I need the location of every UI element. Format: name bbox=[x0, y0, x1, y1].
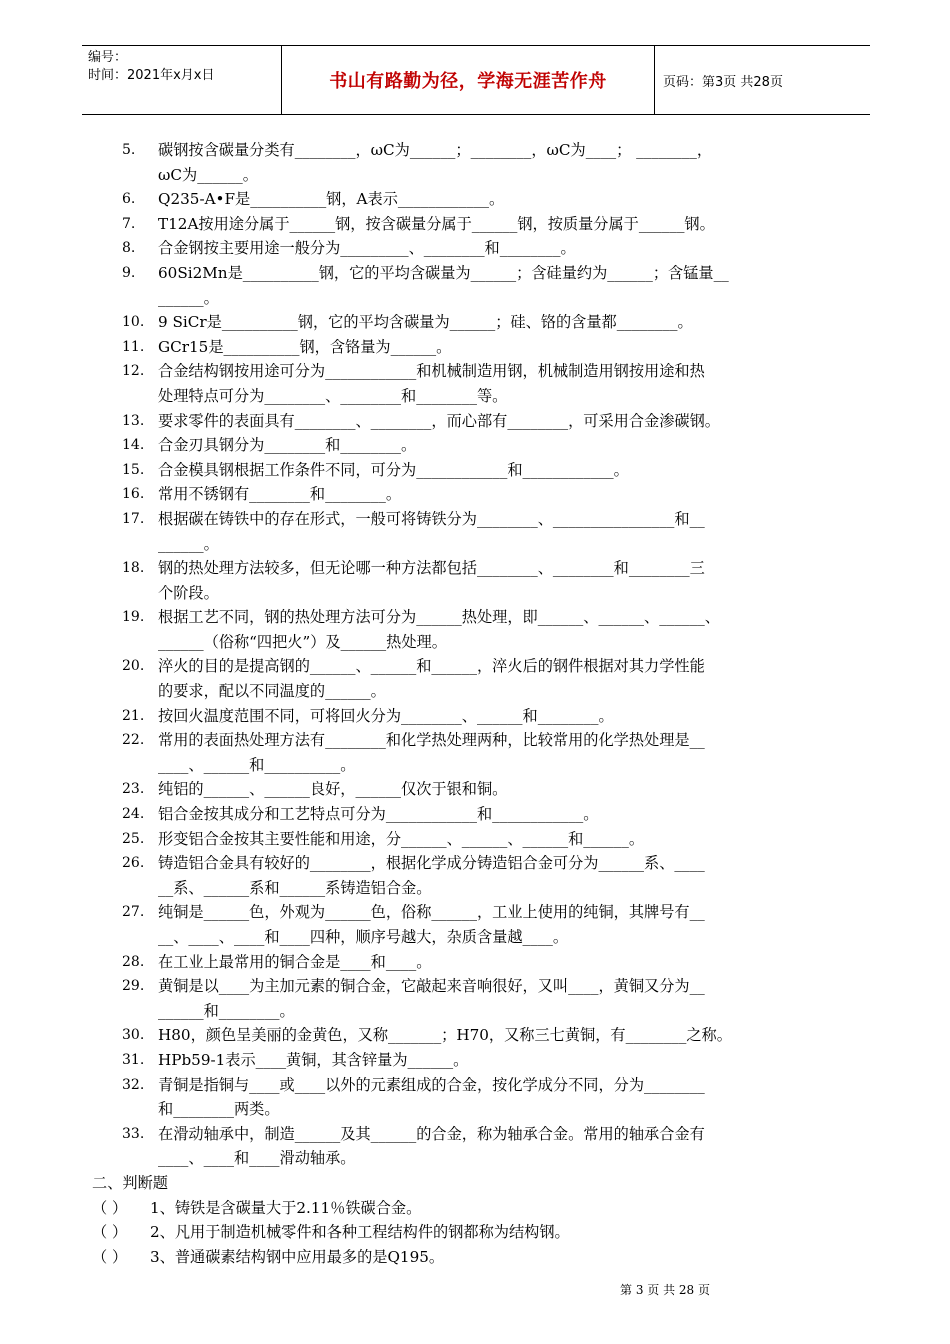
number-label: 编号： bbox=[88, 50, 128, 65]
question-text: 按回火温度范围不同，可将回火分为________、______和________。 bbox=[158, 706, 614, 725]
question-text: 合金刃具钢分为________和________。 bbox=[158, 436, 417, 455]
question-item bbox=[92, 900, 872, 925]
question-number: 8. bbox=[122, 240, 136, 257]
answer-blank[interactable]: （ ） bbox=[92, 1223, 128, 1242]
question-number: 18. bbox=[122, 560, 145, 577]
question-item bbox=[92, 704, 872, 729]
question-text: 纯铝的______、______良好，______仅次于银和铜。 bbox=[158, 780, 508, 799]
question-text: ______（俗称“四把火”）及______热处理。 bbox=[158, 632, 447, 651]
question-number: 20. bbox=[122, 658, 145, 675]
question-item-continuation bbox=[92, 999, 872, 1024]
question-text: ______。 bbox=[158, 534, 219, 553]
header-page-label: 页码：第3页 共28页 bbox=[663, 74, 783, 90]
question-number: 7. bbox=[122, 215, 136, 232]
question-item bbox=[92, 433, 872, 458]
question-number: 25. bbox=[122, 830, 145, 847]
question-item-continuation bbox=[92, 1097, 872, 1122]
question-number: 22. bbox=[122, 732, 145, 749]
judgement-text: 2、凡用于制造机械零件和各种工程结构件的钢都称为结构钢。 bbox=[150, 1223, 570, 1242]
question-item-continuation bbox=[92, 630, 872, 655]
question-text: 在滑动轴承中，制造______及其______的合金，称为轴承合金。常用的轴承合金有 bbox=[158, 1124, 705, 1143]
question-item bbox=[92, 802, 872, 827]
question-text: 根据碳在铸铁中的存在形式，一般可将铸铁分为________、________________和__ bbox=[158, 509, 705, 528]
judgement-item bbox=[92, 1245, 872, 1270]
question-text: 要求零件的表面具有________、________，而心部有________，可采用合金渗碳钢。 bbox=[158, 411, 720, 430]
question-text: 铸造铝合金具有较好的________，根据化学成分铸造铝合金可分为______系、____ bbox=[158, 854, 705, 873]
question-number: 17. bbox=[122, 510, 145, 527]
question-item bbox=[92, 482, 872, 507]
question-text: ωC为______。 bbox=[158, 165, 258, 184]
question-number: 14. bbox=[122, 437, 145, 454]
question-text: 的要求，配以不同温度的______。 bbox=[158, 682, 386, 701]
page-header bbox=[82, 45, 870, 115]
question-item bbox=[92, 335, 872, 360]
question-item bbox=[92, 138, 872, 163]
question-text: 常用不锈钢有________和________。 bbox=[158, 485, 401, 504]
question-text: 铝合金按其成分和工艺特点可分为____________和____________。 bbox=[158, 805, 599, 824]
question-number: 10. bbox=[122, 314, 145, 331]
question-number: 30. bbox=[122, 1027, 145, 1044]
question-text: 钢的热处理方法较多，但无论哪一种方法都包括________、________和________三 bbox=[158, 559, 705, 578]
question-item bbox=[92, 409, 872, 434]
question-number: 24. bbox=[122, 806, 145, 823]
question-item bbox=[92, 728, 872, 753]
question-text: __、____、____和____四种，顺序号越大，杂质含量越____。 bbox=[158, 928, 569, 946]
question-item bbox=[92, 310, 872, 335]
question-item-continuation bbox=[92, 163, 872, 188]
question-item bbox=[92, 236, 872, 261]
question-number: 21. bbox=[122, 707, 145, 724]
question-text: Q235-A•F是__________钢，A表示____________。 bbox=[158, 190, 505, 209]
question-number: 11. bbox=[122, 338, 145, 355]
question-number: 13. bbox=[122, 412, 145, 429]
question-item bbox=[92, 1073, 872, 1098]
header-motto: 书山有路勤为径，学海无涯苦作舟 bbox=[282, 46, 655, 114]
question-text: 青铜是指铜与____或____以外的元素组成的合金，按化学成分不同，分为________ bbox=[158, 1075, 705, 1094]
question-number: 16. bbox=[122, 486, 145, 503]
question-text: 纯铜是______色，外观为______色，俗称______，工业上使用的纯铜，其牌号有__ bbox=[158, 903, 705, 922]
question-text: H80，颜色呈美丽的金黄色，又称_______；H70，又称三七黄铜，有________之称。 bbox=[158, 1026, 732, 1045]
question-number: 12. bbox=[122, 363, 145, 380]
question-text: 和________两类。 bbox=[158, 1100, 280, 1119]
question-item bbox=[92, 556, 872, 581]
question-item-continuation bbox=[92, 532, 872, 557]
question-item-continuation bbox=[92, 753, 872, 778]
question-number: 6. bbox=[122, 191, 136, 208]
time-label: 时间：2021年x月x日 bbox=[88, 68, 215, 83]
question-number: 5. bbox=[122, 142, 136, 158]
question-number: 28. bbox=[122, 953, 145, 970]
question-item bbox=[92, 605, 872, 630]
question-item-continuation bbox=[92, 876, 872, 901]
judgement-text: 1、铸铁是含碳量大于2.11％铁碳合金。 bbox=[150, 1198, 422, 1217]
question-number: 27. bbox=[122, 904, 145, 921]
question-item bbox=[92, 212, 872, 237]
judgement-item bbox=[92, 1196, 872, 1221]
question-number: 33. bbox=[122, 1125, 145, 1142]
question-item bbox=[92, 777, 872, 802]
question-text: 合金结构钢按用途可分为____________和机械制造用钢，机械制造用钢按用途和热 bbox=[158, 362, 705, 381]
question-item bbox=[92, 1023, 872, 1048]
question-text: T12A按用途分属于______钢，按含碳量分属于______钢，按质量分属于______钢。 bbox=[158, 214, 715, 233]
question-text: 黄铜是以____为主加元素的铜合金，它敲起来音响很好，又叫____，黄铜又分为__ bbox=[158, 977, 705, 996]
answer-blank[interactable]: （ ） bbox=[92, 1247, 128, 1266]
question-item-continuation bbox=[92, 384, 872, 409]
question-item bbox=[92, 1048, 872, 1073]
question-text: 碳钢按含碳量分类有________，ωC为______；________，ωC为____； ________， bbox=[158, 141, 713, 159]
question-item-continuation bbox=[92, 679, 872, 704]
question-text: 淬火的目的是提高钢的______、______和______，淬火后的钢件根据对其力学性能 bbox=[158, 657, 705, 676]
question-text: 合金模具钢根据工作条件不同，可分为____________和____________。 bbox=[158, 460, 629, 479]
question-item-continuation bbox=[92, 286, 872, 311]
question-text: ____、______和__________。 bbox=[158, 755, 356, 774]
question-text: 60Si2Mn是__________钢，它的平均含碳量为______；含硅量约为______；含锰量__ bbox=[158, 263, 729, 282]
page-footer: 第 3 页 共 28 页 bbox=[620, 1283, 710, 1297]
question-item bbox=[92, 1122, 872, 1147]
question-text: 个阶段。 bbox=[158, 583, 219, 602]
question-number: 26. bbox=[122, 855, 145, 872]
question-number: 9. bbox=[122, 264, 136, 281]
question-item bbox=[92, 458, 872, 483]
question-text: GCr15是__________钢，含铬量为______。 bbox=[158, 337, 452, 356]
answer-blank[interactable]: （ ） bbox=[92, 1198, 128, 1217]
section-title: 二、判断题 bbox=[92, 1173, 168, 1192]
question-text: 9 SiCr是__________钢，它的平均含碳量为______；硅、铬的含量都________。 bbox=[158, 313, 693, 332]
question-text: __系、______系和______系铸造铝合金。 bbox=[158, 878, 432, 897]
question-text: 在工业上最常用的铜合金是____和____。 bbox=[158, 952, 432, 971]
judgement-text: 3、普通碳素结构钢中应用最多的是Q195。 bbox=[150, 1247, 445, 1266]
question-number: 23. bbox=[122, 781, 145, 798]
document-body bbox=[92, 138, 872, 1269]
question-text: 常用的表面热处理方法有________和化学热处理两种，比较常用的化学热处理是__ bbox=[158, 731, 705, 750]
question-text: ______和________。 bbox=[158, 1001, 295, 1020]
question-number: 32. bbox=[122, 1076, 145, 1093]
question-item bbox=[92, 950, 872, 975]
question-item bbox=[92, 974, 872, 999]
question-number: 15. bbox=[122, 461, 145, 478]
question-text: ____、____和____滑动轴承。 bbox=[158, 1149, 356, 1168]
question-text: 形变铝合金按其主要性能和用途，分______、______、______和______。 bbox=[158, 829, 644, 848]
question-item-continuation bbox=[92, 1146, 872, 1171]
question-item bbox=[92, 851, 872, 876]
judgement-item bbox=[92, 1220, 872, 1245]
question-text: 合金钢按主要用途一般分为_________、________和________。 bbox=[158, 239, 576, 258]
question-item-continuation bbox=[92, 925, 872, 950]
question-number: 31. bbox=[122, 1051, 145, 1068]
question-text: ______。 bbox=[158, 288, 219, 307]
question-text: 根据工艺不同，钢的热处理方法可分为______热处理，即______、______、______、 bbox=[158, 608, 720, 627]
question-item bbox=[92, 507, 872, 532]
question-item bbox=[92, 359, 872, 384]
question-item bbox=[92, 827, 872, 852]
question-item bbox=[92, 261, 872, 286]
question-number: 19. bbox=[122, 609, 145, 626]
question-text: HPb59-1表示____黄铜，其含锌量为______。 bbox=[158, 1050, 469, 1069]
question-item-continuation bbox=[92, 581, 872, 606]
question-item bbox=[92, 187, 872, 212]
header-meta bbox=[82, 46, 282, 114]
question-number: 29. bbox=[122, 978, 145, 995]
question-text: 处理特点可分为________、________和________等。 bbox=[158, 386, 508, 405]
question-item bbox=[92, 654, 872, 679]
